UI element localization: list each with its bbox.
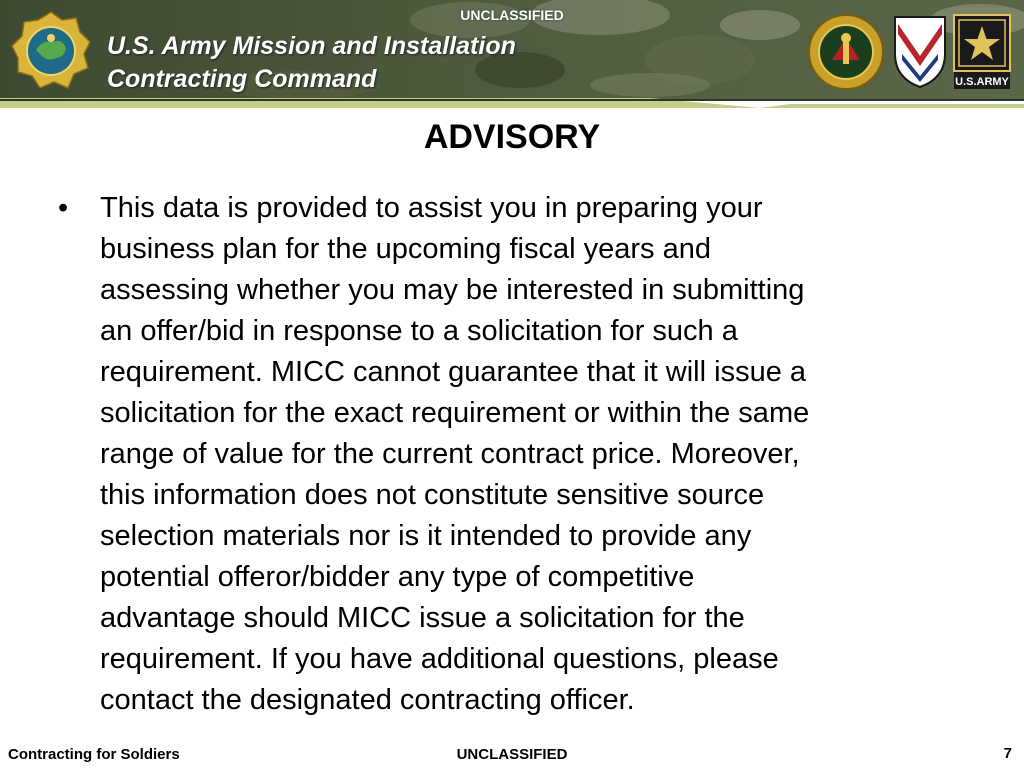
amc-shield-icon <box>892 14 948 90</box>
classification-top: UNCLASSIFIED <box>460 7 564 23</box>
bullet-marker: • <box>58 192 69 224</box>
us-army-star-icon <box>953 14 1011 90</box>
micc-seal-icon <box>10 10 92 92</box>
footer-tagline: Contracting for Soldiers <box>8 746 180 763</box>
organization-title: U.S. Army Mission and Installation Contracting Command <box>107 32 516 93</box>
bullet-item <box>58 188 958 721</box>
army-label: U.S.ARMY <box>955 76 1009 88</box>
header-banner <box>0 0 1024 108</box>
classification-bottom: UNCLASSIFIED <box>456 746 568 763</box>
bullet-text: This data is provided to assist you in preparing your business plan for the upcoming fiscal years and assessing whether you may be interested in submitting an offer/bid in response to a solicitation for such a requirement. MICC cannot guarantee that it will issue a solicitation for the exact requirement or within the same range of value for the current contract price. Moreover, this information does not constitute sensitive source selection materials nor is it intended to provide any potential offeror/bidder any type of competitive advantage should MICC issue a solicitation for the requirement. If you have additional questions, please contact the designated contracting officer. <box>100 192 810 716</box>
slide-content <box>58 188 958 721</box>
page-number: 7 <box>1003 745 1012 762</box>
slide-title: ADVISORY <box>423 118 601 156</box>
armati-crest-icon <box>806 12 886 92</box>
